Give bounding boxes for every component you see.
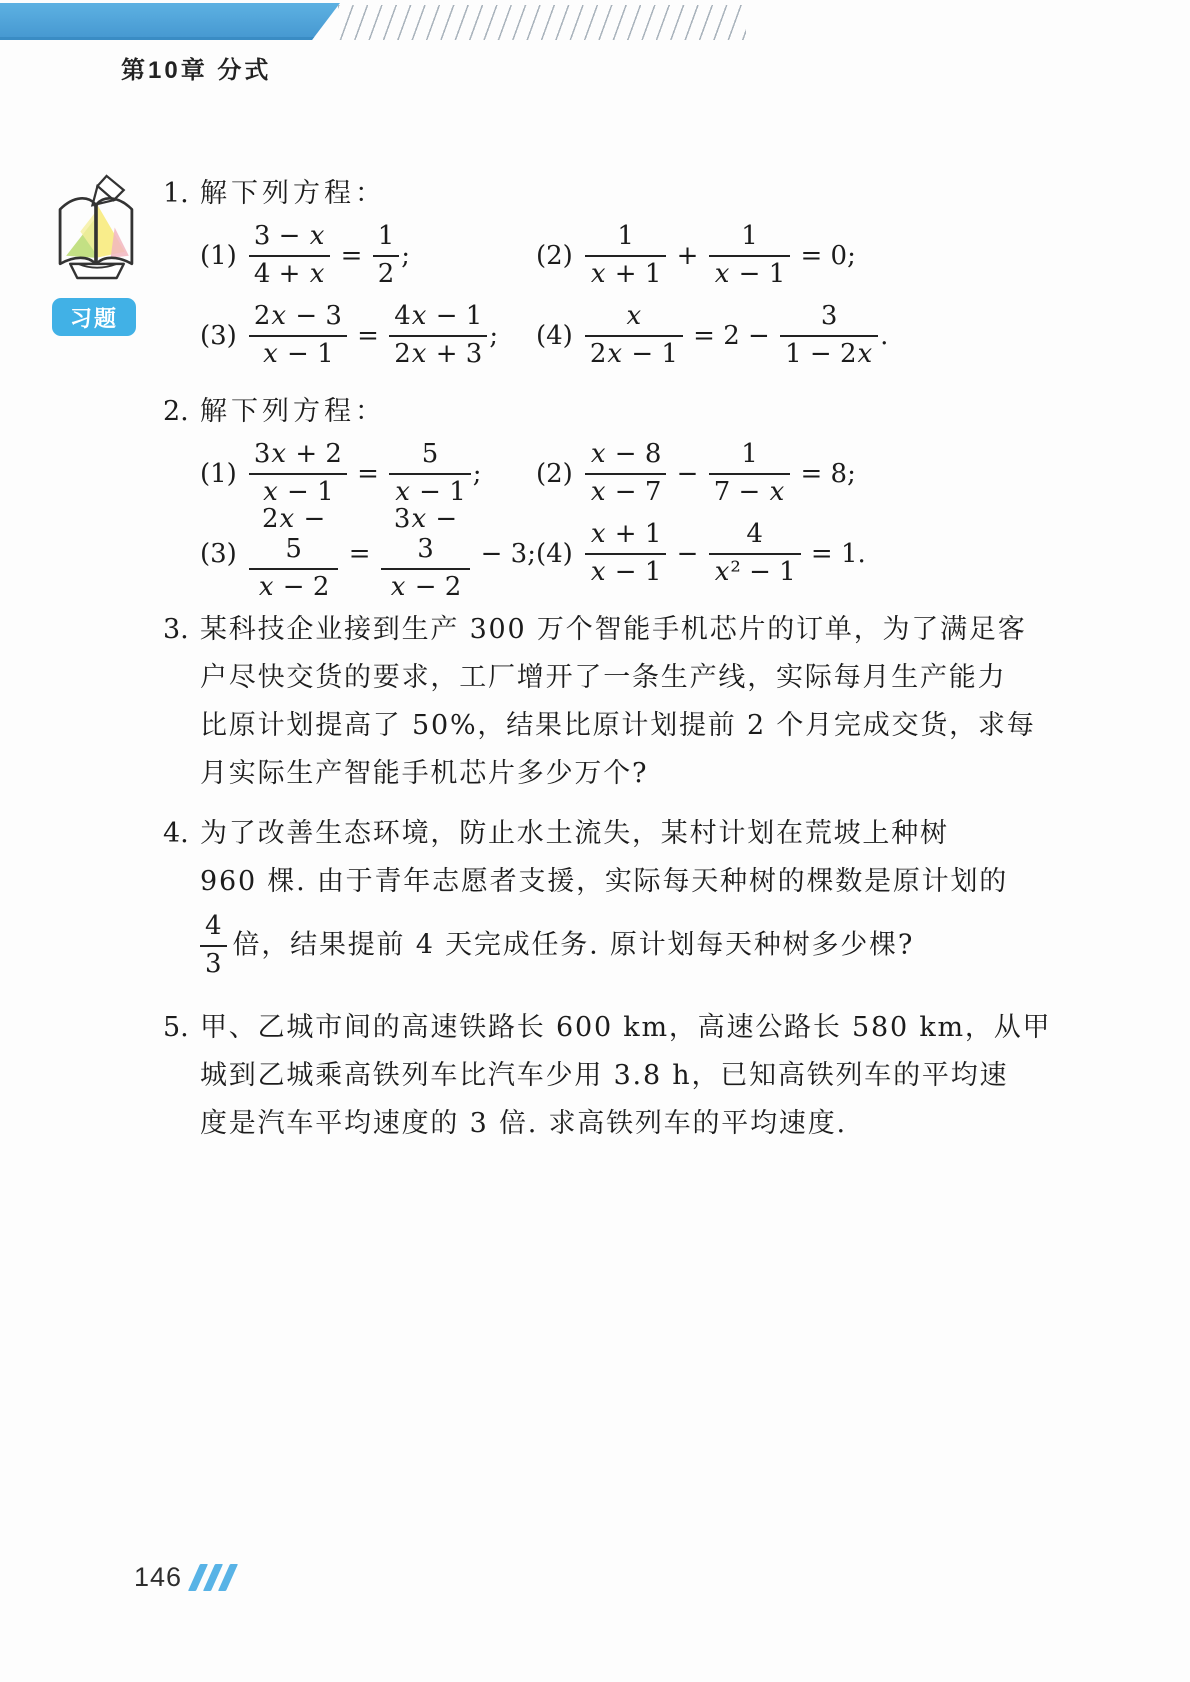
problem-body: [200, 606, 1036, 798]
fraction-denominator: x − 1: [709, 255, 791, 290]
fraction: [249, 302, 347, 370]
fraction-numerator: 3 − x: [253, 221, 325, 252]
variable-x: x: [590, 477, 606, 507]
equation: [536, 296, 973, 376]
problem-item: [163, 170, 973, 376]
equation-label: (2): [536, 241, 573, 271]
equation-grid: [200, 434, 973, 602]
fraction-denominator: x − 7: [585, 473, 667, 508]
problem-list: [163, 170, 1052, 1160]
variable-x: x: [714, 259, 730, 289]
fraction: [709, 520, 801, 588]
variable-x: x: [769, 477, 785, 507]
fraction: [249, 222, 331, 290]
fraction: [585, 222, 667, 290]
header-diagonal-stripes: [338, 5, 746, 40]
header-blue-bar: [0, 3, 340, 40]
fraction-numerator: [585, 302, 683, 335]
variable-x: x: [590, 259, 606, 289]
math-text: =: [332, 241, 371, 271]
math-text: = 2 −: [684, 321, 779, 351]
fraction-numerator: 3x − 3: [393, 504, 458, 565]
problem-item: [163, 1004, 1052, 1148]
variable-x: x: [395, 477, 410, 507]
equation-label: (3): [200, 539, 237, 569]
fraction: [585, 302, 683, 370]
equation: [200, 504, 536, 602]
math-text: = 1.: [802, 539, 866, 569]
variable-x: x: [714, 557, 730, 587]
fraction: [389, 440, 471, 508]
math-text: =: [348, 459, 388, 489]
math-text: 城到乙城乘高铁列车比汽车少用 3.8 h，已知高铁列车的平均速: [200, 1059, 1009, 1091]
variable-x: x: [309, 221, 325, 252]
equation-grid: [200, 216, 973, 376]
equation: [200, 296, 536, 376]
problem-number: 1.: [163, 178, 189, 209]
equation: [200, 216, 536, 296]
fraction-denominator: x − 1: [249, 335, 347, 370]
math-text: − 3;: [472, 539, 536, 569]
equation-label: (4): [536, 321, 573, 351]
problem-line: [200, 810, 1008, 858]
fraction: [249, 440, 347, 508]
fraction-numerator: x + 1: [590, 519, 662, 550]
variable-x: x: [411, 339, 427, 369]
fraction-numerator: 1: [617, 221, 634, 252]
fraction-numerator: 5: [421, 439, 439, 470]
fraction-numerator: 4: [746, 519, 763, 550]
problem-item: [163, 606, 1036, 798]
exercise-badge: 习题: [52, 298, 136, 336]
problem-line: [200, 858, 1008, 906]
open-book-pencil-icon: [50, 170, 146, 288]
equation: [536, 434, 973, 514]
math-text: 比原计划提高了 50%，结果比原计划提前 2 个月完成交货，求每: [200, 710, 1036, 741]
variable-x: x: [271, 301, 287, 332]
variable-x: x: [390, 571, 406, 602]
math-text: 户尽快交货的要求，工厂增开了一条生产线，实际每月生产能力: [200, 662, 1007, 693]
variable-x: x: [258, 571, 274, 602]
fraction-numerator: 4: [205, 911, 222, 941]
equation: [200, 434, 536, 514]
equation: [536, 514, 973, 594]
problem-body: [200, 170, 973, 376]
variable-x: x: [411, 301, 427, 332]
problem-intro: 解下列方程：: [200, 396, 386, 427]
equation-label: (3): [200, 321, 237, 351]
problem-line: [200, 1004, 1051, 1052]
fraction-numerator: 1: [741, 221, 758, 252]
problem-body: [200, 388, 973, 602]
variable-x: x: [607, 339, 623, 369]
variable-x: x: [590, 557, 606, 587]
problem-number: 2.: [163, 396, 189, 427]
fraction-denominator: x² − 1: [709, 553, 801, 588]
fraction-denominator: 2x − 1: [585, 335, 683, 370]
variable-x: x: [279, 504, 295, 535]
math-text: 960 棵. 由于青年志愿者支援，实际每天种树的棵数是原计划的: [200, 866, 1009, 897]
fraction-denominator: x − 1: [389, 473, 471, 508]
math-text: 度是汽车平均速度的 3 倍. 求高铁列车的平均速度.: [200, 1107, 847, 1139]
problem-intro: 解下列方程：: [200, 178, 386, 209]
math-text: 甲、乙城市间的高速铁路长 600 km，高速公路长 580 km，从甲: [200, 1011, 1052, 1043]
equation-label: (1): [200, 459, 237, 489]
variable-x: x: [590, 439, 606, 470]
fraction-denominator: 3: [200, 945, 227, 980]
chapter-title: 第10章 分式: [121, 57, 272, 84]
problem-number: 3.: [163, 614, 189, 645]
fraction-denominator: 2: [373, 255, 400, 290]
problem-line: [200, 1052, 1051, 1100]
fraction-denominator: x − 1: [249, 473, 347, 508]
math-text: −: [668, 459, 707, 489]
variable-x: x: [263, 477, 278, 507]
math-text: = 8;: [792, 459, 856, 489]
math-text: ;: [489, 321, 499, 351]
math-text: ;: [472, 459, 482, 489]
math-text: 某科技企业接到生产 300 万个智能手机芯片的订单，为了满足客: [200, 614, 1027, 645]
variable-x: x: [590, 519, 606, 550]
fraction-denominator: x + 1: [585, 255, 667, 290]
math-text: −: [668, 539, 707, 569]
math-text: =: [348, 321, 388, 351]
problem-body: [200, 1004, 1051, 1148]
fraction-denominator: x − 1: [585, 553, 667, 588]
problem-number: 5.: [163, 1011, 189, 1043]
variable-x: x: [271, 439, 287, 470]
fraction-numerator: 2x − 5: [262, 504, 326, 565]
fraction-denominator: x − 2: [249, 568, 339, 603]
variable-x: x: [857, 339, 873, 369]
fraction-numerator: 1: [741, 439, 758, 470]
equation: [536, 216, 973, 296]
equation-label: (1): [200, 241, 237, 271]
fraction: [389, 302, 487, 370]
fraction: [585, 440, 667, 508]
math-text: = 0;: [792, 241, 856, 271]
fraction: [709, 440, 791, 508]
math-text: 月实际生产智能手机芯片多少万个?: [200, 758, 649, 789]
math-text: 为了改善生态环境，防止水土流失，某村计划在荒坡上种树: [200, 818, 949, 849]
problem-item: [163, 388, 973, 602]
problem-line: [200, 606, 1036, 654]
fraction: [200, 912, 227, 980]
variable-x: x: [309, 259, 325, 289]
problem-body: [200, 810, 1008, 986]
fraction-denominator: 7 − x: [709, 473, 791, 508]
math-text: .: [880, 321, 889, 351]
problem-line: [200, 702, 1036, 750]
variable-x: x: [411, 504, 427, 535]
fraction: [381, 505, 471, 603]
problem-item: [163, 810, 1009, 986]
problem-line: [200, 1100, 1051, 1148]
fraction: [780, 302, 878, 370]
math-text: =: [340, 539, 379, 569]
fraction-numerator: 4x − 1: [394, 301, 483, 332]
math-text: +: [668, 241, 707, 271]
fraction: [709, 222, 791, 290]
page-footer: [134, 1562, 232, 1593]
variable-x: x: [263, 339, 278, 369]
fraction: [373, 222, 400, 290]
page-number: 146: [134, 1562, 183, 1592]
fraction-numerator: x − 8: [590, 439, 662, 470]
fraction-numerator: 3x + 2: [253, 439, 342, 470]
fraction-numerator: 2x − 3: [253, 301, 342, 332]
fraction-denominator: x − 2: [381, 568, 471, 603]
fraction-denominator: 4 + x: [249, 255, 331, 290]
fraction-denominator: 2x + 3: [389, 335, 487, 370]
fraction-numerator: 3: [820, 301, 838, 332]
fraction-numerator: 1: [377, 221, 395, 252]
variable-x: x: [626, 301, 642, 332]
equation-label: (2): [536, 459, 573, 489]
equation-label: (4): [536, 539, 573, 569]
problem-line: [200, 906, 1008, 986]
fraction: [585, 520, 667, 588]
fraction: [249, 505, 339, 603]
math-text: 倍，结果提前 4 天完成任务. 原计划每天种树多少棵?: [232, 929, 915, 961]
math-text: ;: [401, 241, 411, 271]
problem-line: [200, 750, 1036, 798]
problem-line: [200, 654, 1036, 702]
fraction-denominator: 1 − 2x: [780, 335, 878, 370]
problem-number: 4.: [163, 818, 189, 849]
